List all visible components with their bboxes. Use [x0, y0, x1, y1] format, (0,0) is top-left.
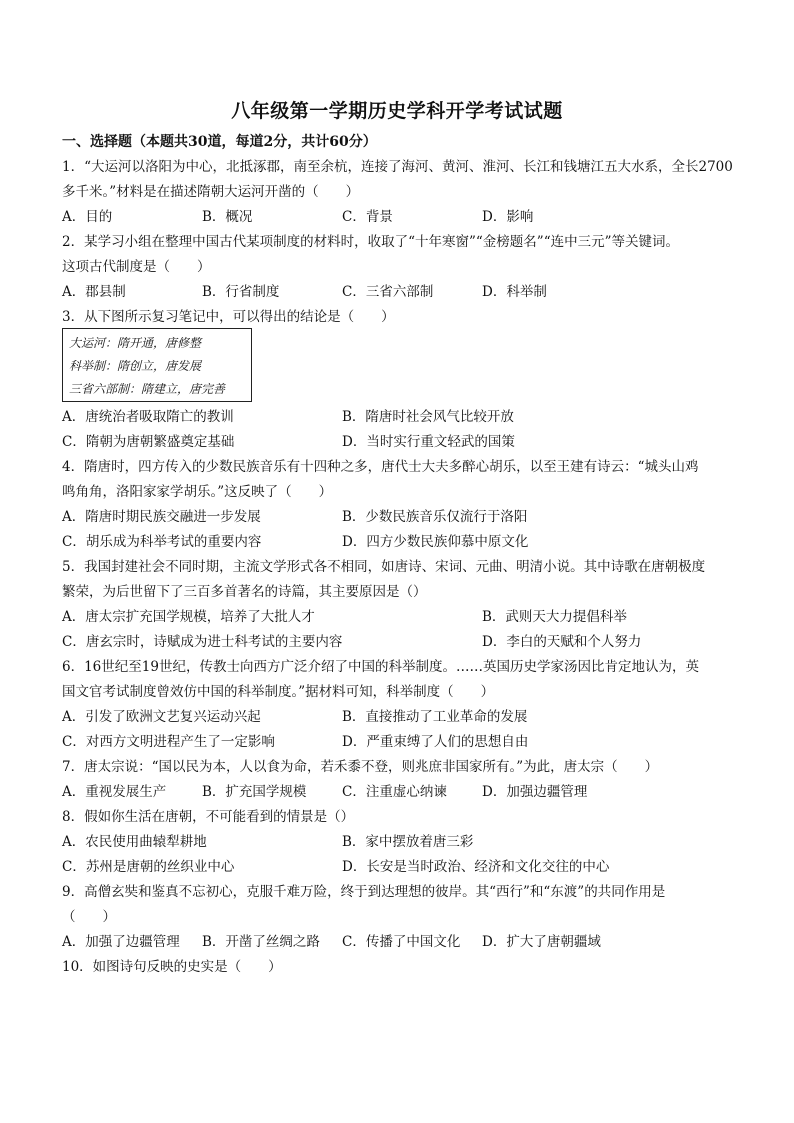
note-line: 三省六部制：隋建立，唐完善 [69, 382, 226, 396]
q4-option-c[interactable]: C．胡乐成为科举考试的重要内容 [62, 534, 262, 550]
question-2-line-2: 这项古代制度是（ ） [62, 259, 211, 275]
question-1-line-1: 1．“大运河以洛阳为中心，北抵涿郡，南至余杭，连接了海河、黄河、淮河、长江和钱塘江五大水系，全长2700 [62, 159, 733, 175]
q7-option-c[interactable]: C．注重虚心纳谏 [342, 784, 447, 800]
q6-option-d[interactable]: D．严重束缚了人们的思想自由 [342, 734, 529, 750]
q7-option-d[interactable]: D．加强边疆管理 [482, 784, 588, 800]
q9-option-d[interactable]: D．扩大了唐朝疆域 [482, 934, 601, 950]
q3-option-d[interactable]: D．当时实行重文轻武的国策 [342, 434, 515, 450]
q6-option-a[interactable]: A．引发了欧洲文艺复兴运动兴起 [62, 709, 261, 725]
q7-option-b[interactable]: B．扩充国学规模 [202, 784, 307, 800]
q8-option-c[interactable]: C．苏州是唐朝的丝织业中心 [62, 859, 235, 875]
q3-option-a[interactable]: A．唐统治者吸取隋亡的教训 [62, 409, 234, 425]
q8-option-d[interactable]: D．长安是当时政治、经济和文化交往的中心 [342, 859, 610, 875]
q9-option-a[interactable]: A．加强了边疆管理 [62, 934, 180, 950]
q4-option-b[interactable]: B．少数民族音乐仅流行于洛阳 [342, 509, 528, 525]
question-4-line-2: 鸣角角，洛阳家家学胡乐。”这反映了（ ） [62, 484, 333, 500]
question-9-line-2: （ ） [62, 909, 116, 925]
q2-option-c[interactable]: C．三省六部制 [342, 284, 434, 300]
question-8-line-1: 8．假如你生活在唐朝，不可能看到的情景是（） [62, 809, 355, 825]
q3-option-c[interactable]: C．隋朝为唐朝繁盛奠定基础 [62, 434, 235, 450]
question-3-line-1: 3．从下图所示复习笔记中，可以得出的结论是（ ） [62, 309, 395, 325]
q2-option-a[interactable]: A．郡县制 [62, 284, 126, 300]
question-6-line-1: 6．16世纪至19世纪，传教士向西方广泛介绍了中国的科举制度。……英国历史学家汤因比肯定地认为，英 [62, 659, 699, 675]
question-5-line-2: 繁荣，为后世留下了三百多首著名的诗篇，其主要原因是（） [62, 584, 427, 600]
question-7-line-1: 7．唐太宗说：“国以民为本，人以食为命，若禾黍不登，则兆庶非国家所有。”为此，唐太宗（ ） [62, 759, 659, 775]
q1-option-b[interactable]: B．概况 [202, 209, 253, 225]
q9-option-c[interactable]: C．传播了中国文化 [342, 934, 461, 950]
q8-option-b[interactable]: B．家中摆放着唐三彩 [342, 834, 474, 850]
q1-option-d[interactable]: D．影响 [482, 209, 534, 225]
q1-option-a[interactable]: A．目的 [62, 209, 113, 225]
question-1-line-2: 多千米。”材料是在描述隋朝大运河开凿的（ ） [62, 184, 360, 200]
note-line: 科举制：隋创立，唐发展 [69, 359, 202, 373]
note-line: 大运河：隋开通，唐修整 [69, 336, 202, 350]
question-10-line-1: 10．如图诗句反映的史实是（ ） [62, 959, 282, 975]
question-2-line-1: 2．某学习小组在整理中国古代某项制度的材料时，收取了“十年寒窗”“金榜题名”“连中三元”等关键词。 [62, 234, 679, 250]
q6-option-c[interactable]: C．对西方文明进程产生了一定影响 [62, 734, 275, 750]
q3-option-b[interactable]: B．隋唐时社会风气比较开放 [342, 409, 514, 425]
q4-option-d[interactable]: D．四方少数民族仰慕中原文化 [342, 534, 529, 550]
q2-option-b[interactable]: B．行省制度 [202, 284, 280, 300]
question-9-line-1: 9．高僧玄奘和鉴真不忘初心，克服千难万险，终于到达理想的彼岸。其“西行”和“东渡”的共同作用是 [62, 884, 666, 900]
section-heading: 一、选择题（本题共30道，每道2分，共计60分） [62, 134, 377, 150]
q6-option-b[interactable]: B．直接推动了工业革命的发展 [342, 709, 528, 725]
question-6-line-2: 国文官考试制度曾效仿中国的科举制度。”据材料可知，科举制度（ ） [62, 684, 495, 700]
q9-option-b[interactable]: B．开凿了丝绸之路 [202, 934, 320, 950]
q5-option-c[interactable]: C．唐玄宗时，诗赋成为进士科考试的主要内容 [62, 634, 343, 650]
review-notes-box [62, 328, 252, 402]
q1-option-c[interactable]: C．背景 [342, 209, 393, 225]
question-5-line-1: 5．我国封建社会不同时期，主流文学形式各不相同，如唐诗、宋词、元曲、明清小说。其中诗歌在唐朝极度 [62, 559, 706, 575]
q5-option-d[interactable]: D．李白的天赋和个人努力 [482, 634, 642, 650]
q5-option-a[interactable]: A．唐太宗扩充国学规模，培养了大批人才 [62, 609, 315, 625]
question-4-line-1: 4．隋唐时，四方传入的少数民族音乐有十四种之多，唐代士大夫多醉心胡乐，以至王建有诗云：“城头山鸡 [62, 459, 699, 475]
q5-option-b[interactable]: B．武则天大力提倡科举 [482, 609, 627, 625]
q7-option-a[interactable]: A．重视发展生产 [62, 784, 167, 800]
q4-option-a[interactable]: A．隋唐时期民族交融进一步发展 [62, 509, 261, 525]
exam-title: 八年级第一学期历史学科开学考试试题 [231, 100, 563, 122]
q8-option-a[interactable]: A．农民使用曲辕犁耕地 [62, 834, 207, 850]
q2-option-d[interactable]: D．科举制 [482, 284, 547, 300]
